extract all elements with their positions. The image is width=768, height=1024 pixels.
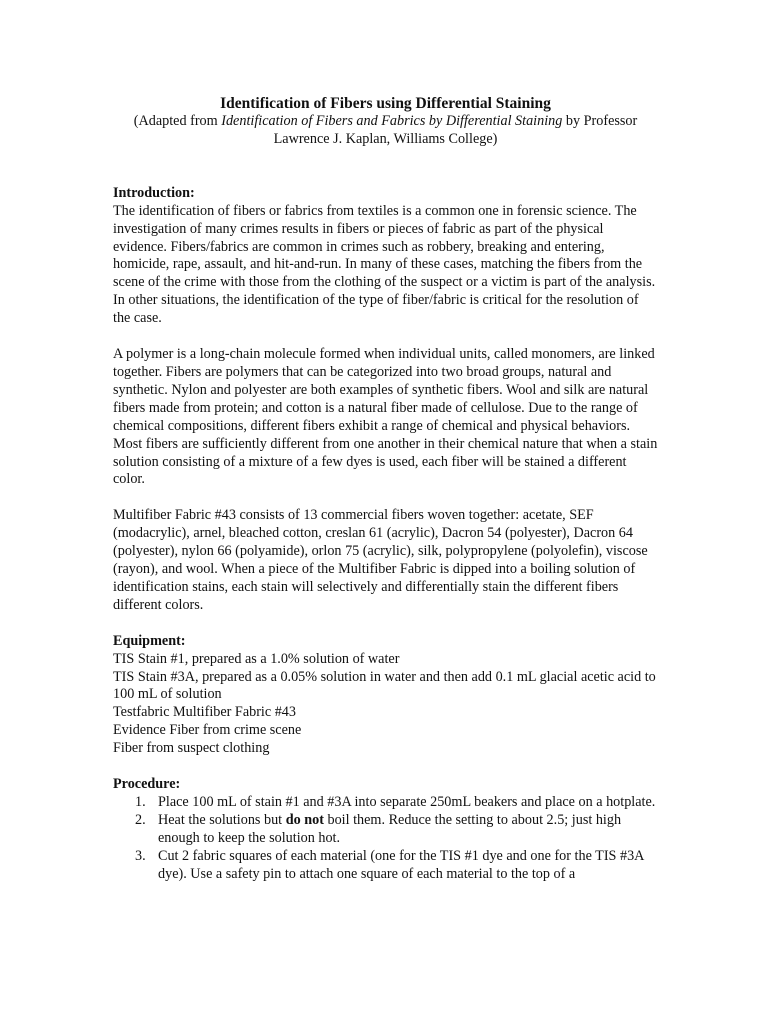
introduction-paragraph-2: A polymer is a long-chain molecule formed when individual units, called monomers, are linked together. Fibers are polymers that can be categorized into two broad groups, natural and synthetic. Nylon and polyester are both examples of synthetic fibers. Wool and silk are natural fibers made from protein; and cotton is a natural fiber made of cellulose. Due to the range of chemical compositions, different fibers exhibit a range of chemical and physical behaviors. Most fibers are sufficiently different from one another in their chemical nature that when a stain solution consisting of a mixture of a few dyes is used, each fiber will be stained a different color. [113,346,658,488]
equipment-item: Fiber from suspect clothing [113,740,270,757]
equipment-item: Testfabric Multifiber Fabric #43 [113,704,296,721]
step-number: 3. [135,847,146,864]
procedure-list [113,794,658,884]
subtitle-source-title: Identification of Fibers and Fabrics by Differential Staining [221,113,563,129]
procedure-heading: Procedure: [113,776,181,793]
step-text: boil them. Reduce the setting to about 2.5; just high enough to keep the solution hot. [158,811,622,846]
spacer [113,489,658,507]
step-text: Place 100 mL of stain #1 and #3A into separate 250mL beakers and place on a hotplate. [158,794,656,810]
subtitle-prefix: (Adapted from [133,113,222,129]
procedure-step [113,812,658,848]
equipment-section [113,633,658,758]
document-page [113,94,658,884]
equipment-item: TIS Stain #3A, prepared as a 0.05% solution in water and then add 0.1 mL glacial acetic acid to 100 mL of solution [113,668,656,703]
introduction-paragraph-1: The identification of fibers or fabrics from textiles is a common one in forensic science. The investigation of many crimes results in fibers or pieces of fabric as part of the physical evidence. Fibers/fabrics are common in crimes such as robbery, breaking and entering, homicide, rape, assault, and hit-and-run. In many of these cases, matching the fibers from the scene of the crime with those from the clothing of the suspect or a victim is part of the analysis. In other situations, the identification of the type of fiber/fabric is critical for the resolution of the case. [113,202,656,327]
procedure-section [113,776,658,883]
introduction-paragraph-3: Multifiber Fabric #43 consists of 13 commercial fibers woven together: acetate, SEF (modacrylic), arnel, bleached cotton, creslan 61 (acrylic), Dacron 54 (polyester), Dacron 64 (polyester), nylon 66 (polyamide), orlon 75 (acrylic), silk, polypropylene (polyolefin), viscose (rayon), and wool. When a piece of the Multifiber Fabric is dipped into a boiling solution of identification stains, each stain will selectively and differentially stain the different fibers different colors. [113,507,648,613]
step-number: 2. [135,811,146,828]
equipment-item: TIS Stain #1, prepared as a 1.0% solution of water [113,650,400,667]
document-title: Identification of Fibers using Differential Staining [220,95,551,112]
step-text: Cut 2 fabric squares of each material (one for the TIS #1 dye and one for the TIS #3A dye). Use a safety pin to attach one square of each material to the top of a [158,847,644,882]
introduction-section [113,185,658,615]
subtitle-suffix: by Professor Lawrence J. Kaplan, Williams College) [273,113,638,147]
step-text: Heat the solutions but [158,811,286,828]
spacer [113,149,658,185]
procedure-step [113,848,658,884]
step-number: 1. [135,794,146,810]
document-subtitle [113,113,658,149]
spacer [113,328,658,346]
spacer [113,615,658,633]
equipment-item: Evidence Fiber from crime scene [113,722,302,739]
spacer [113,758,658,776]
procedure-step [113,794,658,812]
introduction-heading: Introduction: [113,184,195,201]
equipment-heading: Equipment: [113,632,186,649]
step-emphasis: do not [285,811,324,828]
